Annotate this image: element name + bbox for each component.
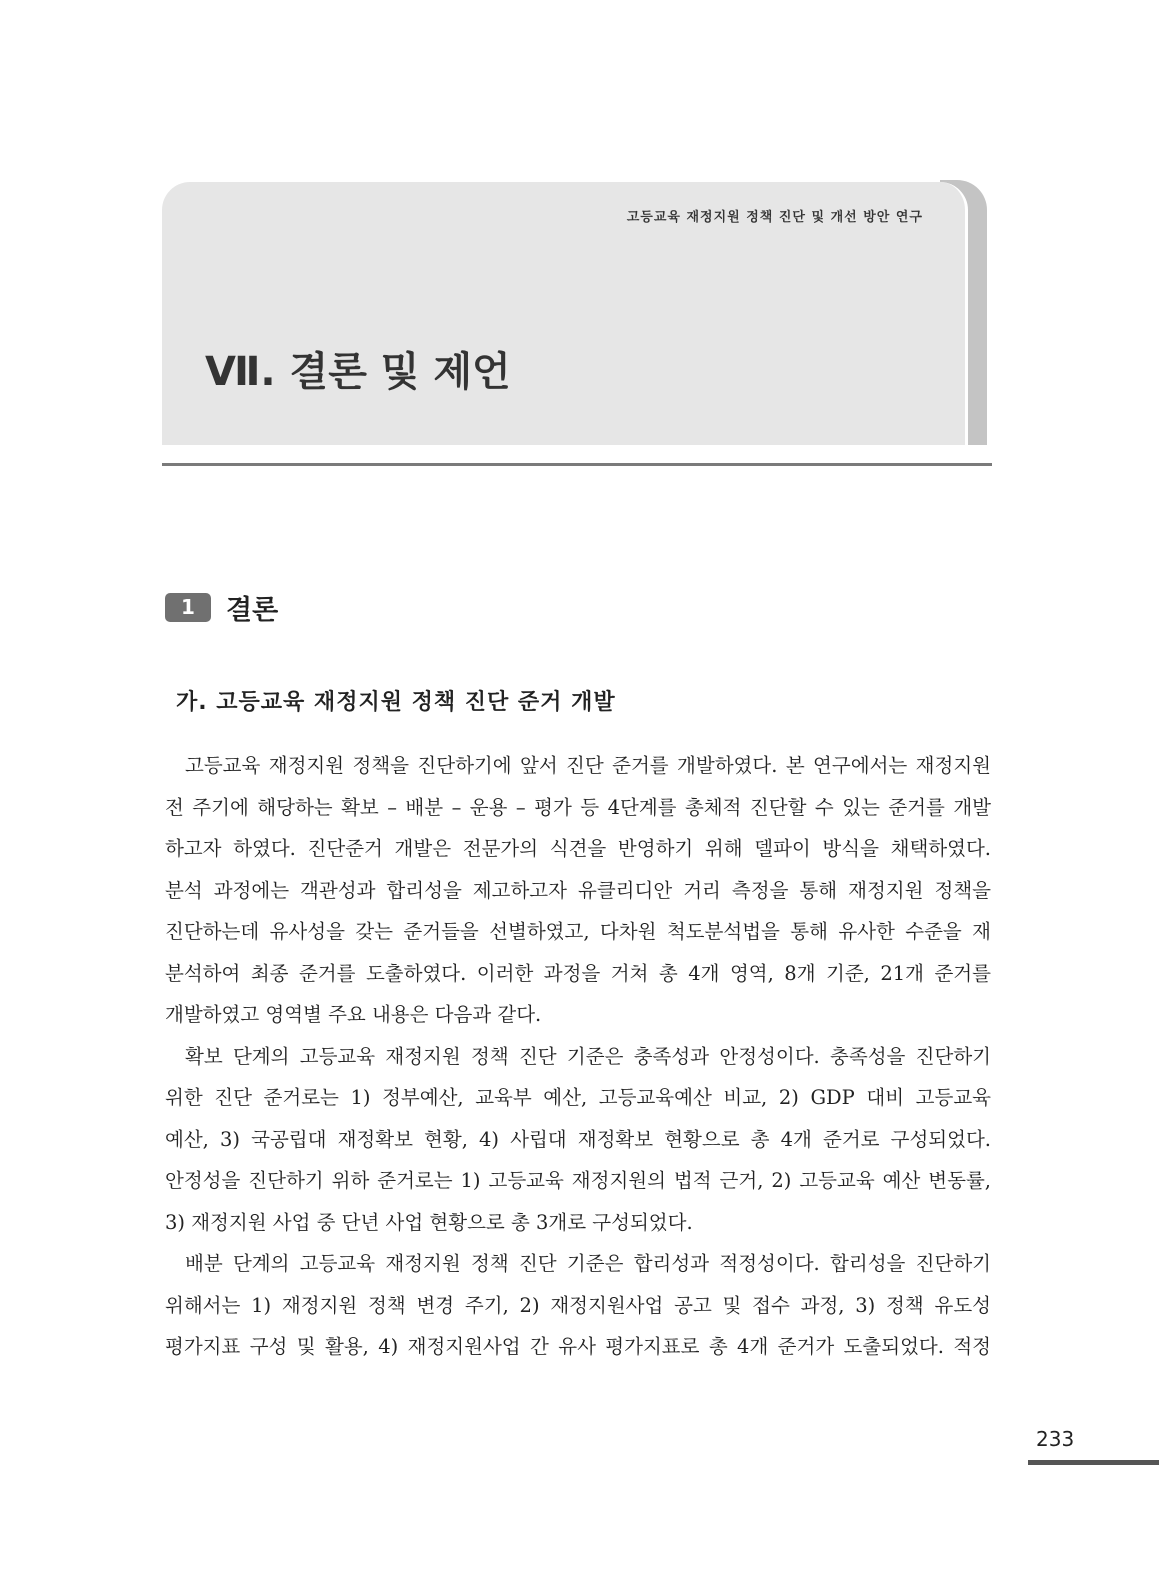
chapter-banner-edge	[937, 182, 968, 445]
body-line: 분석하여 최종 준거를 도출하였다. 이러한 과정을 거쳐 총 4개 영역, 8개 기준, 21개 준거를	[165, 961, 991, 985]
body-line: 분석 과정에는 객관성과 합리성을 제고하고자 유클리디안 거리 측정을 통해 재정지원 정책을	[165, 878, 991, 902]
page-number: 233	[1036, 1427, 1075, 1451]
subsection-title: 가. 고등교육 재정지원 정책 진단 준거 개발	[176, 690, 616, 715]
body-line: 위해서는 1) 재정지원 정책 변경 주기, 2) 재정지원사업 공고 및 접수 과정, 3) 정책 유도성	[165, 1293, 991, 1317]
body-line: 평가지표 구성 및 활용, 4) 재정지원사업 간 유사 평가지표로 총 4개 준거가 도출되었다. 적정	[165, 1335, 991, 1358]
body-text	[165, 745, 991, 1368]
body-line: 전 주기에 해당하는 확보 – 배분 – 운용 – 평가 등 4단계를 총체적 진단할 수 있는 준거를 개발	[165, 795, 991, 819]
body-line: 고등교육 재정지원 정책을 진단하기에 앞서 진단 준거를 개발하였다. 본 연구에서는 재정지원	[185, 754, 991, 777]
body-line: 하고자 하였다. 진단준거 개발은 전문가의 식견을 반영하기 위해 델파이 방식을 채택하였다.	[165, 837, 991, 860]
body-line: 위한 진단 준거로는 1) 정부예산, 교육부 예산, 고등교육예산 비교, 2) GDP 대비 고등교육	[165, 1086, 991, 1109]
running-header: 고등교육 재정지원 정책 진단 및 개선 방안 연구	[626, 210, 923, 225]
body-line: 확보 단계의 고등교육 재정지원 정책 진단 기준은 충족성과 안정성이다. 충족성을 진단하기	[185, 1044, 991, 1068]
body-line: 3) 재정지원 사업 중 단년 사업 현황으로 총 3개로 구성되었다.	[165, 1210, 693, 1234]
chapter-title: Ⅶ. 결론 및 제언	[205, 349, 511, 395]
section-number-badge: 1	[165, 593, 211, 622]
body-line: 예산, 3) 국공립대 재정확보 현황, 4) 사립대 재정확보 현황으로 총 4개 준거로 구성되었다.	[165, 1127, 991, 1151]
page-number-rule	[1028, 1460, 1159, 1465]
body-line: 진단하는데 유사성을 갖는 준거들을 선별하였고, 다차원 척도분석법을 통해 유사한 수준을 재	[165, 920, 991, 943]
section-title: 결론	[226, 595, 279, 626]
body-line: 안정성을 진단하기 위하 준거로는 1) 고등교육 재정지원의 법적 근거, 2) 고등교육 예산 변동률,	[165, 1169, 991, 1192]
chapter-divider	[162, 463, 992, 466]
body-line: 개발하였고 영역별 주요 내용은 다음과 같다.	[165, 1003, 542, 1026]
body-line: 배분 단계의 고등교육 재정지원 정책 진단 기준은 합리성과 적정성이다. 합리성을 진단하기	[185, 1252, 991, 1275]
